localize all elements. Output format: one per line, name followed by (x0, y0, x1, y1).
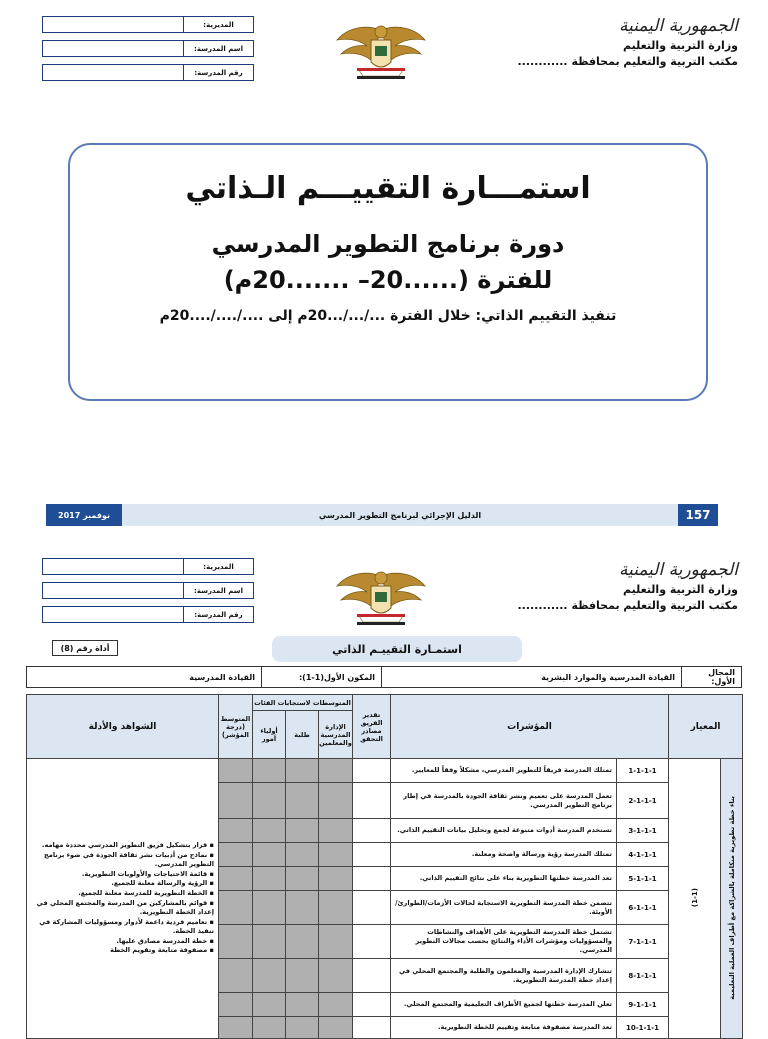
indicator-avg-cell[interactable] (219, 783, 253, 819)
parents-avg-cell[interactable] (253, 993, 286, 1017)
indicator-avg-cell[interactable] (219, 959, 253, 993)
parents-avg-cell[interactable] (253, 783, 286, 819)
indicator-avg-cell[interactable] (219, 925, 253, 959)
students-avg-cell[interactable] (286, 1017, 319, 1039)
indicator-code: 5-1-1-1 (617, 867, 669, 891)
list-item: ▪ الخطة التطويرية للمدرسة معلنة للجميع. (31, 889, 214, 899)
students-avg-cell[interactable] (286, 759, 319, 783)
admin-avg-cell[interactable] (319, 891, 353, 925)
list-item: ▪ قرار بتشكيل فريق التطوير المدرسي محددة مهامه. (31, 841, 214, 851)
form-page (0, 548, 768, 1032)
standard-number: (1-1) (669, 759, 721, 1039)
list-item: ▪ خطة المدرسة مصادق عليها. (31, 937, 214, 947)
execution-period: تنفيذ التقييم الذاتي: خلال الفترة .../.../...20م إلى ..../..../....20م (159, 308, 617, 324)
education-office: مكتب التربية والتعليم بمحافظة ............ (517, 55, 738, 68)
students-avg-cell[interactable] (286, 993, 319, 1017)
component-label: المكون الأول(1-1): (261, 667, 381, 687)
list-item: ▪ الرؤية والرسالة معلنة للجميع. (31, 879, 214, 889)
team-estimate-cell[interactable] (353, 819, 391, 843)
school-name-box[interactable]: اسم المدرسة: (42, 40, 254, 57)
col-parents: أولياء أمور (253, 711, 286, 759)
school-name-box[interactable]: اسم المدرسة: (42, 582, 254, 599)
indicator-text: تعد المدرسة خطتها التطويرية بناء على نتائج التقييم الذاتي. (391, 867, 617, 891)
education-office: مكتب التربية والتعليم بمحافظة ............ (517, 599, 738, 612)
cover-title-card (68, 143, 708, 401)
indicator-avg-cell[interactable] (219, 819, 253, 843)
indicators-table (26, 694, 743, 1039)
admin-avg-cell[interactable] (319, 993, 353, 1017)
indicator-code: 3-1-1-1 (617, 819, 669, 843)
component-value: القيادة المدرسية (189, 672, 255, 682)
team-estimate-cell[interactable] (353, 783, 391, 819)
domain-component-row (26, 666, 742, 688)
indicator-code: 4-1-1-1 (617, 843, 669, 867)
indicator-code: 1-1-1-1 (617, 759, 669, 783)
parents-avg-cell[interactable] (253, 959, 286, 993)
admin-avg-cell[interactable] (319, 959, 353, 993)
indicator-code: 2-1-1-1 (617, 783, 669, 819)
page-number: 157 (678, 504, 718, 526)
indicator-avg-cell[interactable] (219, 993, 253, 1017)
team-estimate-cell[interactable] (353, 759, 391, 783)
parents-avg-cell[interactable] (253, 819, 286, 843)
students-avg-cell[interactable] (286, 783, 319, 819)
footer-date: نوفمبر 2017 (46, 504, 122, 526)
yemen-emblem-icon (335, 22, 427, 86)
ministry-header (517, 16, 738, 68)
table-row (27, 759, 743, 783)
parents-avg-cell[interactable] (253, 759, 286, 783)
indicator-text: تعمل المدرسة على تعميم ونشر ثقافة الجودة بالمدرسة في إطار برنامج التطوير المدرسي. (391, 783, 617, 819)
students-avg-cell[interactable] (286, 867, 319, 891)
indicator-code: 8-1-1-1 (617, 959, 669, 993)
indicator-code: 7-1-1-1 (617, 925, 669, 959)
indicator-text: تستخدم المدرسة أدوات متنوعة لجمع وتحليل بيانات التقييم الذاتي. (391, 819, 617, 843)
admin-avg-cell[interactable] (319, 925, 353, 959)
students-avg-cell[interactable] (286, 843, 319, 867)
ministry-name: وزارة التربية والتعليم (623, 39, 738, 52)
indicator-avg-cell[interactable] (219, 843, 253, 867)
republic-calligraphy: الجمهورية اليمنية (618, 16, 738, 36)
admin-avg-cell[interactable] (319, 843, 353, 867)
admin-avg-cell[interactable] (319, 819, 353, 843)
indicator-code: 9-1-1-1 (617, 993, 669, 1017)
list-item: ▪ قائمة الاحتياجات والأولويات التطويرية. (31, 870, 214, 880)
col-standard: المعيار (669, 695, 743, 759)
yemen-emblem-icon (335, 568, 427, 632)
indicator-avg-cell[interactable] (219, 891, 253, 925)
parents-avg-cell[interactable] (253, 867, 286, 891)
students-avg-cell[interactable] (286, 819, 319, 843)
parents-avg-cell[interactable] (253, 925, 286, 959)
ministry-name: وزارة التربية والتعليم (623, 583, 738, 596)
team-estimate-cell[interactable] (353, 891, 391, 925)
school-number-box[interactable]: رقم المدرسة: (42, 64, 254, 81)
list-item: ▪ قوائم بالمشاركين من المدرسة والمجتمع المحلي في إعداد الخطة التطويرية. (31, 899, 214, 918)
team-estimate-cell[interactable] (353, 925, 391, 959)
form-main-title: استمـــارة التقييـــم الـذاتي (185, 171, 591, 206)
domain-label: المجال الأول: (681, 667, 741, 687)
form-title: استمـارة التقييـم الذاتي (272, 636, 522, 662)
guide-title: الدليل الإجرائي لبرنامج التطوير المدرسي (318, 510, 482, 520)
col-team-estimate: تقدير الفريق مصادر التحقق (353, 695, 391, 759)
team-estimate-cell[interactable] (353, 843, 391, 867)
school-info-boxes (42, 16, 254, 88)
team-estimate-cell[interactable] (353, 993, 391, 1017)
indicator-avg-cell[interactable] (219, 1017, 253, 1039)
period-line: للفترة (......20– .......20م) (223, 266, 553, 294)
admin-avg-cell[interactable] (319, 867, 353, 891)
school-info-boxes (42, 558, 254, 630)
indicator-avg-cell[interactable] (219, 867, 253, 891)
district-box[interactable]: المديرية: (42, 16, 254, 33)
parents-avg-cell[interactable] (253, 843, 286, 867)
col-group-averages: المتوسطات لاستجابات الفئات (253, 695, 353, 711)
indicator-text: تتضمن خطة المدرسة التطويرية الاستجابة لحالات الأزمات/الطوارئ/ الأوبئة. (391, 891, 617, 925)
indicator-text: تمتلك المدرسة رؤية ورسالة واضحة ومعلنة. (391, 843, 617, 867)
republic-calligraphy: الجمهورية اليمنية (618, 560, 738, 580)
domain-value: القيادة المدرسية والموارد البشرية (381, 667, 681, 687)
indicator-code: 10-1-1-1 (617, 1017, 669, 1039)
students-avg-cell[interactable] (286, 891, 319, 925)
tool-number-badge: أداة رقم (8) (52, 640, 118, 656)
admin-avg-cell[interactable] (319, 1017, 353, 1039)
col-admin-teachers: الإدارة المدرسية والمعلمين (319, 711, 353, 759)
school-number-box[interactable]: رقم المدرسة: (42, 606, 254, 623)
district-box[interactable]: المديرية: (42, 558, 254, 575)
standard-text: بناء خطة تطويرية متكاملة بالشراكة مع أطراف العملية التعليمية (721, 759, 743, 1039)
indicator-text: تعد المدرسة مصفوفة متابعة وتقييم للخطة التطويرية. (391, 1017, 617, 1039)
indicator-text: تتشارك الإدارة المدرسية والمعلمون والطلبة والمجتمع المحلي في إعداد خطة المدرسة التطويرية. (391, 959, 617, 993)
admin-avg-cell[interactable] (319, 783, 353, 819)
team-estimate-cell[interactable] (353, 867, 391, 891)
team-estimate-cell[interactable] (353, 959, 391, 993)
indicator-text: تعلن المدرسة خطتها لجميع الأطراف التعليمية والمجتمع المحلي. (391, 993, 617, 1017)
indicator-avg-cell[interactable] (219, 759, 253, 783)
parents-avg-cell[interactable] (253, 1017, 286, 1039)
team-estimate-cell[interactable] (353, 1017, 391, 1039)
students-avg-cell[interactable] (286, 925, 319, 959)
col-indicators: المؤشرات (391, 695, 669, 759)
col-evidence: الشواهد والأدلة (27, 695, 219, 759)
list-item: ▪ تعاميم فردية داعمة لأدوار ومسؤوليات المشاركة في تنفيذ الخطة. (31, 918, 214, 937)
evidence-list (27, 759, 219, 1039)
list-item: ▪ مصفوفة متابعة وتقويم الخطة (31, 946, 214, 956)
indicator-text: تمتلك المدرسة فريقاً للتطوير المدرسي، مشكلاً وفقاً للمعايير. (391, 759, 617, 783)
indicator-text: تشتمل خطة المدرسة التطويرية على الأهداف والنشاطات والمسؤوليات ومؤشرات الأداء والنتائج بحسب مجالات التطوير المدرسي. (391, 925, 617, 959)
students-avg-cell[interactable] (286, 959, 319, 993)
ministry-header (517, 560, 738, 612)
admin-avg-cell[interactable] (319, 759, 353, 783)
program-subtitle: دورة برنامج التطوير المدرسي (211, 230, 565, 258)
indicator-code: 6-1-1-1 (617, 891, 669, 925)
list-item: ▪ نماذج من أدبيات نشر ثقافة الجودة في ضوء برنامج التطوير المدرسي. (31, 851, 214, 870)
parents-avg-cell[interactable] (253, 891, 286, 925)
col-average: المتوسط (درجة المؤشر) (219, 695, 253, 759)
page-footer (46, 504, 718, 526)
col-students: طلبة (286, 711, 319, 759)
